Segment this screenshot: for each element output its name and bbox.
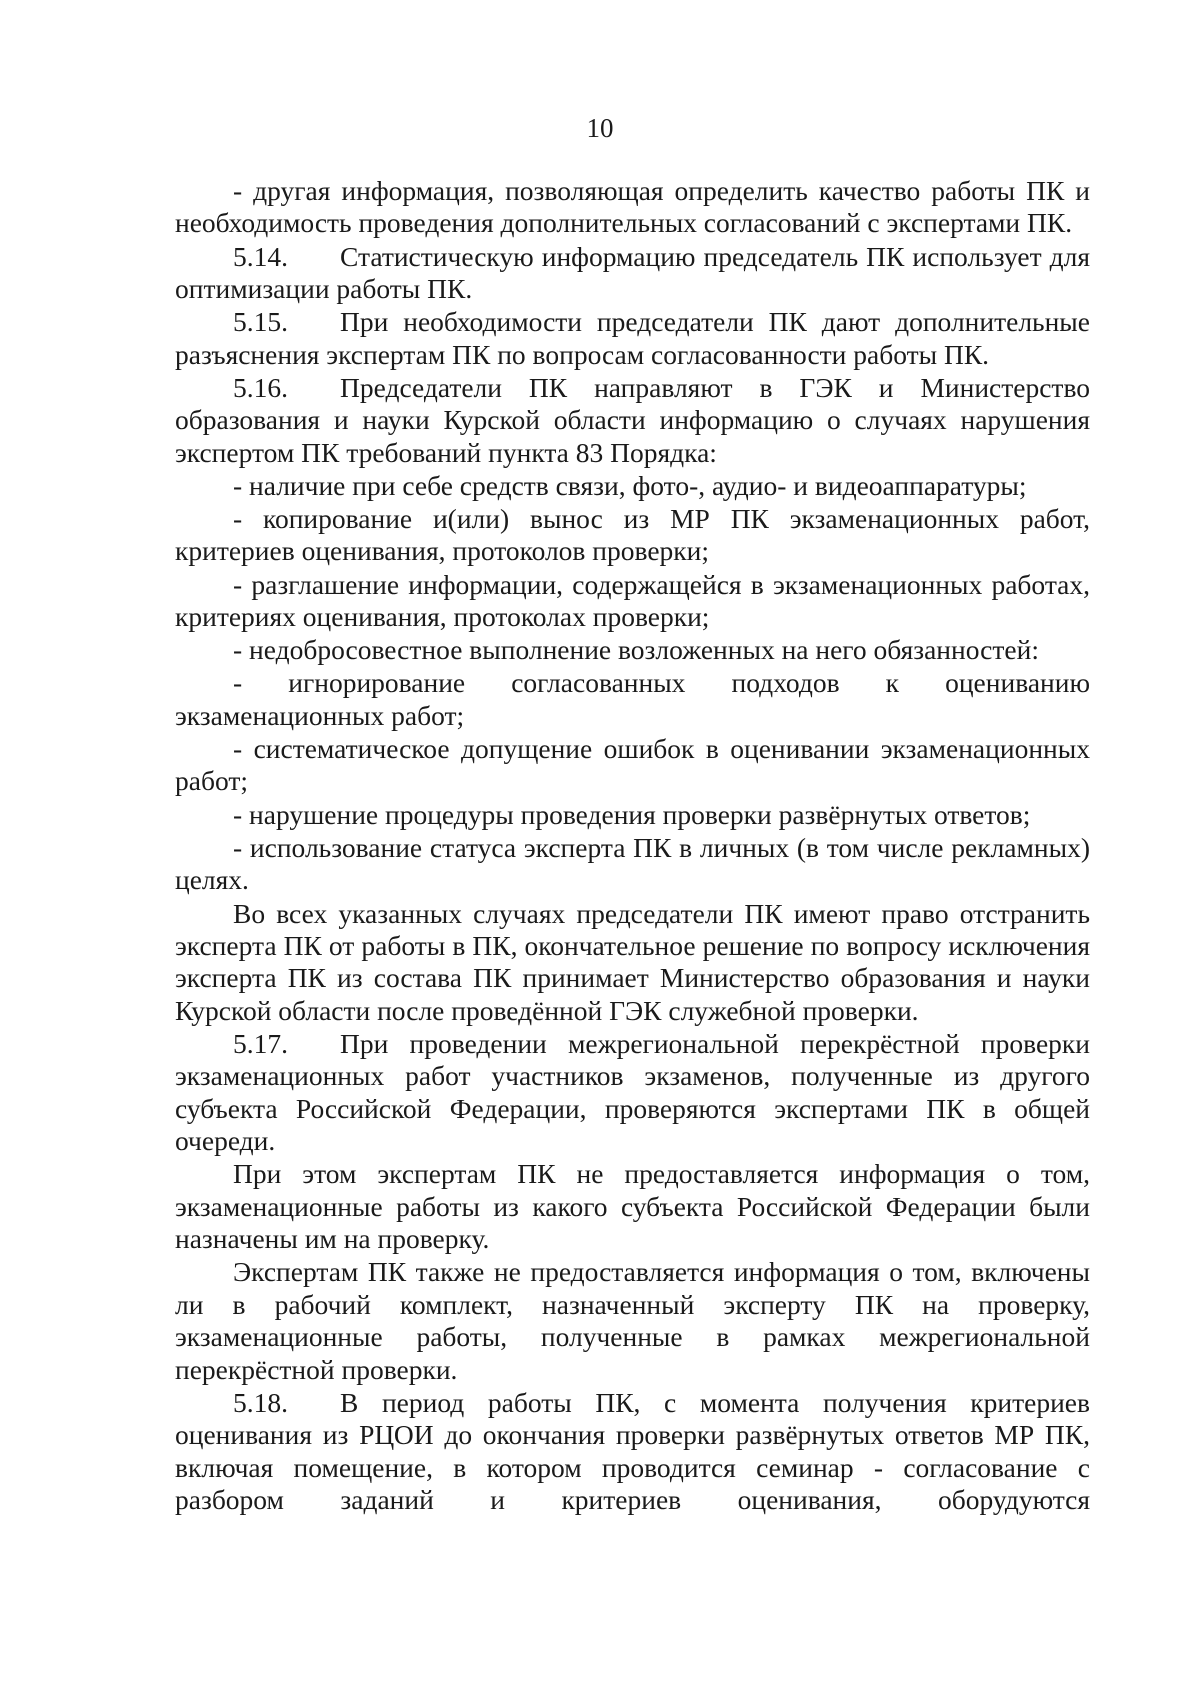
- paragraph-text: Председатели ПК направляют в ГЭК и Министерство образования и науки Курской области информацию о случаях нарушения экспертом ПК требований пункта 83 Порядка:: [175, 371, 1090, 468]
- paragraph-text: При необходимости председатели ПК дают дополнительные разъяснения экспертам ПК по вопросам согласованности работы ПК.: [175, 306, 1090, 370]
- paragraph-text: Статистическую информацию председатель ПК использует для оптимизации работы ПК.: [175, 240, 1090, 305]
- paragraph-text: В период работы ПК, с момента получения критериев оценивания из РЦОИ до окончания проверки развёрнутых ответов МР ПК, включая помещение, в котором проводится семинар - согласование с разбором заданий и критериев оценивания, оборудуются: [175, 1386, 1090, 1515]
- list-item: - систематическое допущение ошибок в оценивании экзаменационных работ;: [175, 733, 1090, 797]
- clause-number: 5.16.: [233, 371, 288, 403]
- paragraph: Экспертам ПК также не предоставляется информация о том, включены ли в рабочий комплект, назначенный эксперту ПК на проверку, экзаменационные работы, полученные в рамках межрегиональной перекрёстной проверки.: [175, 1256, 1090, 1385]
- page-number: 10: [586, 113, 614, 143]
- list-item: - копирование и(или) вынос из МР ПК экзаменационных работ, критериев оценивания, протоколов проверки;: [175, 503, 1090, 567]
- clause-number: 5.17.: [233, 1027, 288, 1059]
- paragraph: [175, 1387, 1090, 1517]
- paragraph: [175, 306, 1090, 371]
- clause-number: 5.15.: [233, 306, 288, 338]
- paragraph-text: - другая информация, позволяющая определить качество работы ПК и необходимость проведения дополнительных согласований с экспертами ПК.: [175, 175, 1090, 239]
- document-body: [175, 175, 1090, 1517]
- list-item: - игнорирование согласованных подходов к оцениванию экзаменационных работ;: [175, 667, 1090, 731]
- list-item: - использование статуса эксперта ПК в личных (в том числе рекламных) целях.: [175, 831, 1090, 896]
- paragraph: [175, 175, 1090, 240]
- clause-number: 5.18.: [233, 1386, 288, 1418]
- paragraph: При этом экспертам ПК не предоставляется информация о том, экзаменационные работы из какого субъекта Российской Федерации были назначены им на проверку.: [175, 1158, 1090, 1255]
- paragraph: [175, 372, 1090, 469]
- paragraph: [175, 1028, 1090, 1158]
- list-item: - разглашение информации, содержащейся в экзаменационных работах, критериях оценивания, протоколах проверки;: [175, 568, 1090, 633]
- list-item: - нарушение процедуры проведения проверки развёрнутых ответов;: [233, 798, 1031, 830]
- list-item: - недобросовестное выполнение возложенных на него обязанностей:: [233, 634, 1039, 666]
- paragraph: [175, 241, 1090, 306]
- paragraph-text: При проведении межрегиональной перекрёстной проверки экзаменационных работ участников экзаменов, полученные из другого субъекта Российской Федерации, проверяются экспертами ПК в общей очереди.: [175, 1027, 1090, 1157]
- list-item: - наличие при себе средств связи, фото-, аудио- и видеоаппаратуры;: [233, 469, 1027, 501]
- paragraph: Во всех указанных случаях председатели ПК имеют право отстранить эксперта ПК от работы в ПК, окончательное решение по вопросу исключения эксперта ПК из состава ПК принимает Министерство образования и науки Курской области после проведённой ГЭК служебной проверки.: [175, 897, 1090, 1026]
- clause-number: 5.14.: [233, 240, 288, 272]
